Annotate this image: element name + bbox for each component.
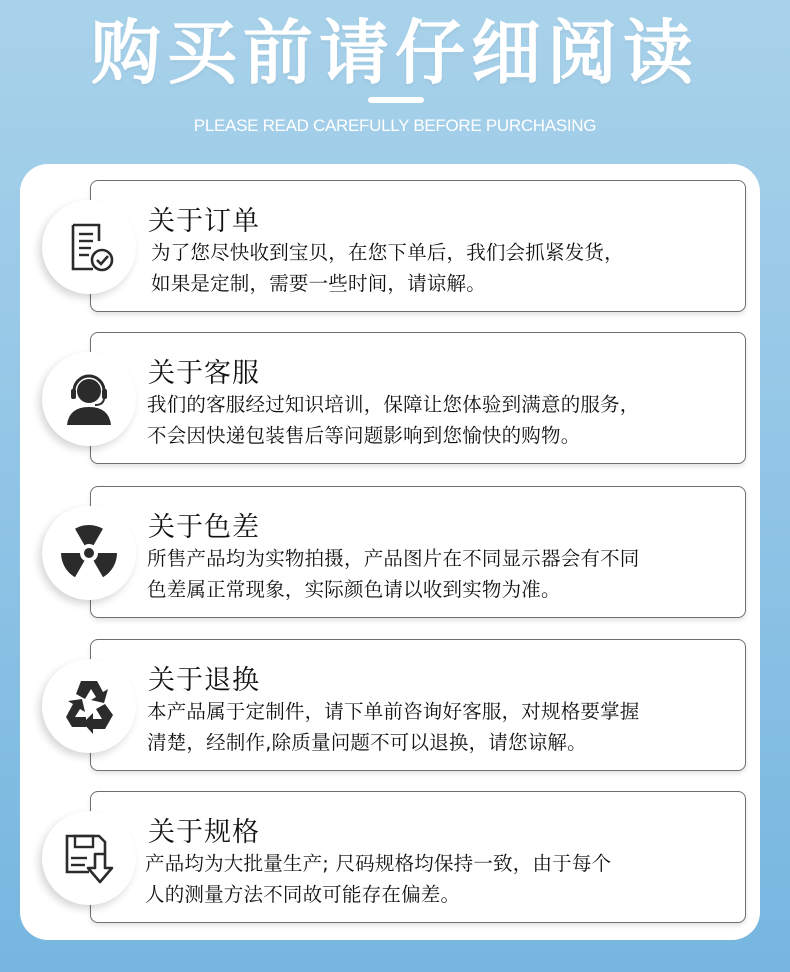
section-text-line: 产品均为大批量生产; 尺码规格均保持一致，由于每个 — [145, 852, 612, 875]
section-text-line: 为了您尽快收到宝贝，在您下单后，我们会抓紧发货， — [151, 241, 624, 264]
section-title: 关于退换 — [148, 665, 260, 696]
page-title: 购买前请仔细阅读 — [91, 12, 699, 94]
section-card-service — [90, 332, 746, 464]
section-card-size — [90, 791, 746, 923]
section-text — [147, 543, 737, 605]
section-card-color — [90, 486, 746, 618]
section-title: 关于规格 — [148, 817, 260, 848]
section-text-line: 清楚，经制作,除质量问题不可以退换，请您谅解。 — [147, 731, 587, 754]
section-title: 关于订单 — [148, 206, 260, 237]
section-text-line: 如果是定制，需要一些时间，请谅解。 — [151, 272, 486, 295]
section-text — [147, 696, 737, 758]
download-save-icon — [42, 811, 136, 905]
section-title: 关于色差 — [148, 512, 260, 543]
section-text — [151, 237, 741, 299]
section-text — [145, 848, 735, 910]
page-subtitle: PLEASE READ CAREFULLY BEFORE PURCHASING — [193, 116, 597, 135]
title-divider — [368, 97, 424, 103]
section-card-return — [90, 639, 746, 771]
section-text-line: 所售产品均为实物拍摄，产品图片在不同显示器会有不同 — [147, 547, 640, 570]
section-card-order — [90, 180, 746, 312]
section-text-line: 我们的客服经过知识培训，保障让您体验到满意的服务， — [147, 393, 640, 416]
section-text-line: 不会因快递包装售后等问题影响到您愉快的购物。 — [147, 424, 581, 447]
recycle-icon — [42, 659, 136, 753]
section-text-line: 本产品属于定制件，请下单前咨询好客服，对规格要掌握 — [147, 700, 640, 723]
radiation-icon — [42, 506, 136, 600]
customer-service-icon — [42, 352, 136, 446]
order-document-icon — [42, 200, 136, 294]
section-text — [147, 389, 737, 451]
section-title: 关于客服 — [148, 358, 260, 389]
section-text-line: 色差属正常现象，实际颜色请以收到实物为准。 — [147, 578, 561, 601]
section-text-line: 人的测量方法不同故可能存在偏差。 — [145, 883, 461, 906]
